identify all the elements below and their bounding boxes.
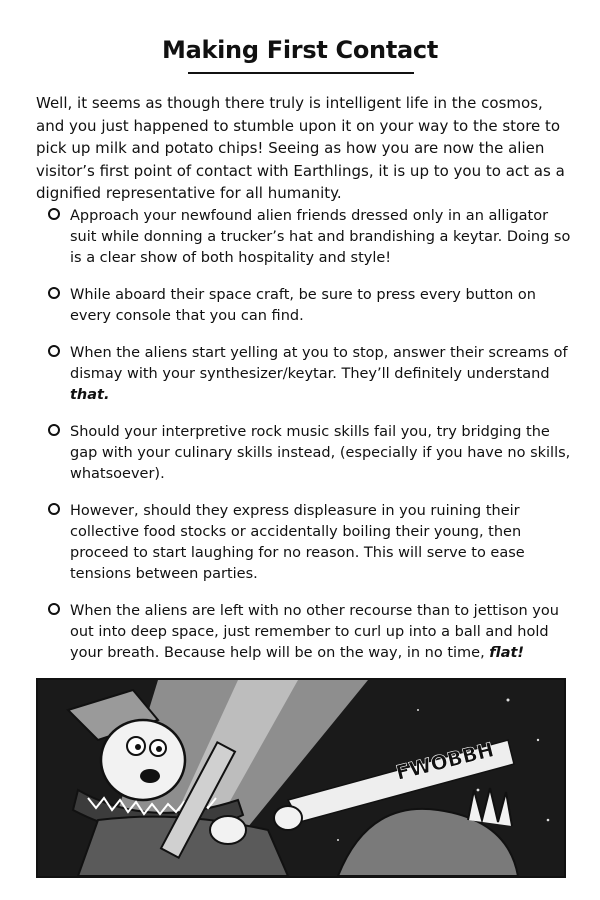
checklist-item-2 (48, 285, 578, 327)
alien-spikes (468, 788, 512, 826)
checklist-item-4 (48, 422, 578, 485)
checklist-item-text: While aboard their space craft, be sure to press every button on every console that you can find. (70, 287, 536, 324)
checkbox-circle-icon[interactable] (48, 287, 60, 299)
checklist-item-text (70, 601, 578, 664)
checklist-item-text (70, 343, 578, 406)
face (101, 720, 185, 800)
checkbox-circle-icon[interactable] (48, 603, 60, 615)
open-mouth (140, 769, 160, 783)
illustration-art (38, 680, 564, 876)
checklist-item-5 (48, 501, 578, 585)
sound-effect-text: FWOBBH (393, 737, 497, 785)
checkbox-circle-icon[interactable] (48, 345, 60, 357)
hand-left (210, 816, 246, 844)
checklist (48, 206, 578, 664)
checklist-item-emphasis: that. (70, 387, 110, 403)
intro-paragraph: Well, it seems as though there truly is intelligent life in the cosmos, and you just happened to stumble upon it on your way to the store to pick up milk and potato chips! Seeing as how you are now the alien visitor’s first point of contact with Earthlings, it is up to you to act as a dignified representative for all humanity. (36, 94, 565, 202)
checklist-item-text: Should your interpretive rock music skills fail you, try bridging the gap with your culinary skills instead, (especially if you have no skills, whatsoever). (70, 424, 571, 482)
checklist-item-1 (48, 206, 578, 269)
checklist-item-body: When the aliens start yelling at you to stop, answer their screams of dismay with your synthesizer/keytar. They’ll definitely understand (70, 345, 568, 382)
checklist-item-6 (48, 601, 578, 664)
pupil-right (156, 746, 162, 752)
checklist-item-body: When the aliens are left with no other recourse than to jettison you out into deep space, just remember to curl up into a ball and hold your breath. Because help will be on the way, in no time, (70, 603, 559, 661)
title-underline (188, 72, 414, 74)
checkbox-circle-icon[interactable] (48, 424, 60, 436)
checklist-item-emphasis: flat! (489, 645, 525, 661)
pupil-left (135, 744, 141, 750)
page-title: Making First Contact (161, 36, 438, 64)
comic-illustration (36, 678, 566, 878)
checkbox-circle-icon[interactable] (48, 208, 60, 220)
checklist-item-text: Approach your newfound alien friends dressed only in an alligator suit while donning a trucker’s hat and brandishing a keytar. Doing so is a clear show of both hospitality and style! (70, 208, 571, 266)
hand-right (274, 806, 302, 830)
checklist-item-text: However, should they express displeasure in you ruining their collective food stocks or accidentally boiling their young, then proceed to start laughing for no reason. This will serve to ease tensions between parties. (70, 503, 525, 582)
checklist-item-3 (48, 343, 578, 406)
checkbox-circle-icon[interactable] (48, 503, 60, 515)
